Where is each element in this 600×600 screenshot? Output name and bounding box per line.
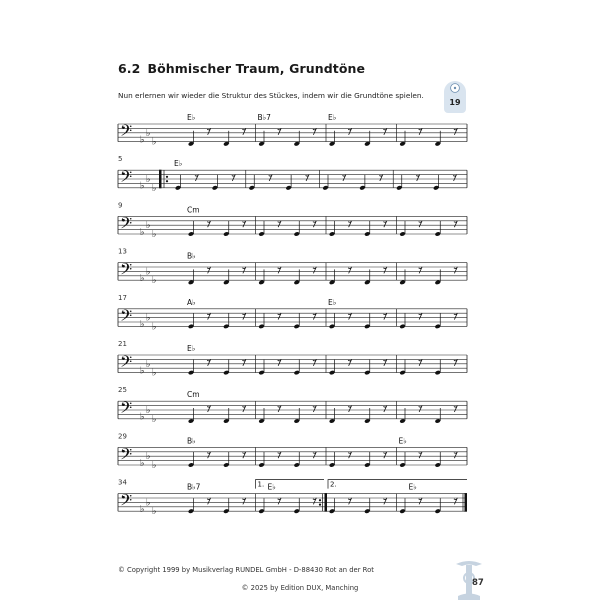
eighth-rest-icon bbox=[242, 128, 246, 135]
eighth-rest-icon bbox=[278, 267, 282, 274]
eighth-rest-icon bbox=[383, 221, 387, 228]
measure-number: 13 bbox=[118, 247, 127, 256]
eighth-rest-icon bbox=[207, 498, 211, 505]
eighth-rest-icon bbox=[269, 174, 273, 181]
eighth-rest-icon bbox=[383, 359, 387, 366]
chord-symbol: E♭ bbox=[187, 344, 196, 353]
eighth-rest-icon bbox=[348, 267, 352, 274]
flat-icon: ♭ bbox=[146, 497, 151, 509]
flat-icon: ♭ bbox=[146, 127, 151, 139]
chord-symbol: E♭ bbox=[187, 113, 196, 122]
eighth-rest-icon bbox=[454, 452, 458, 459]
measure-number: 25 bbox=[118, 386, 127, 395]
eighth-rest-icon bbox=[419, 452, 423, 459]
eighth-rest-icon bbox=[383, 267, 387, 274]
flat-icon: ♭ bbox=[152, 506, 157, 518]
chord-symbol: A♭ bbox=[187, 297, 196, 307]
eighth-rest-icon bbox=[278, 359, 282, 366]
measure-number: 5 bbox=[118, 155, 123, 164]
staff-system bbox=[118, 294, 467, 333]
flat-icon: ♭ bbox=[140, 273, 145, 284]
flat-icon: ♭ bbox=[152, 413, 157, 425]
eighth-rest-icon bbox=[348, 128, 352, 135]
eighth-rest-icon bbox=[207, 313, 211, 320]
bass-clef-icon: 𝄢 bbox=[120, 260, 133, 283]
eighth-rest-icon bbox=[454, 313, 458, 320]
eighth-rest-icon bbox=[195, 174, 199, 181]
eighth-rest-icon bbox=[278, 128, 282, 135]
eighth-rest-icon bbox=[453, 174, 457, 181]
flat-icon: ♭ bbox=[152, 136, 157, 148]
chord-symbol: E♭ bbox=[398, 436, 407, 446]
flat-icon: ♭ bbox=[146, 174, 151, 185]
eighth-rest-icon bbox=[242, 498, 246, 505]
eighth-rest-icon bbox=[207, 221, 211, 228]
staff-system bbox=[118, 479, 467, 518]
eighth-rest-icon bbox=[419, 267, 423, 274]
flat-icon: ♭ bbox=[140, 411, 145, 423]
chord-symbol: B♭7 bbox=[187, 482, 201, 492]
section-title: Böhmischer Traum, Grundtöne bbox=[147, 61, 366, 76]
repeat-dot bbox=[319, 504, 321, 506]
flat-icon: ♭ bbox=[140, 180, 145, 192]
eighth-rest-icon bbox=[232, 174, 236, 181]
measure-number: 9 bbox=[118, 201, 123, 210]
eighth-rest-icon bbox=[313, 359, 317, 366]
track-number: 19 bbox=[449, 98, 461, 107]
chord-symbol: Cm bbox=[187, 205, 200, 215]
eighth-rest-icon bbox=[454, 267, 458, 274]
eighth-rest-icon bbox=[416, 174, 420, 181]
eighth-rest-icon bbox=[454, 221, 458, 228]
flat-icon: ♭ bbox=[140, 504, 145, 515]
flat-icon: ♭ bbox=[146, 451, 151, 463]
measure-number: 34 bbox=[118, 478, 127, 487]
flat-icon: ♭ bbox=[152, 275, 157, 287]
eighth-rest-icon bbox=[313, 452, 317, 459]
repeat-dot bbox=[319, 499, 321, 501]
eighth-rest-icon bbox=[278, 313, 282, 320]
eighth-rest-icon bbox=[419, 498, 423, 505]
eighth-rest-icon bbox=[383, 452, 387, 459]
eighth-rest-icon bbox=[313, 405, 317, 412]
staff-system bbox=[118, 340, 467, 379]
flat-icon: ♭ bbox=[140, 226, 145, 238]
chord-symbol: B♭ bbox=[187, 251, 196, 261]
eighth-rest-icon bbox=[207, 267, 211, 274]
staff-system bbox=[118, 432, 467, 471]
flat-icon: ♭ bbox=[146, 266, 151, 278]
flat-icon: ♭ bbox=[152, 367, 157, 379]
eighth-rest-icon bbox=[207, 405, 211, 412]
eighth-rest-icon bbox=[207, 359, 211, 366]
eighth-rest-icon bbox=[242, 313, 246, 320]
eighth-rest-icon bbox=[454, 405, 458, 412]
volta-label: 1. bbox=[257, 480, 265, 489]
chord-symbol: E♭ bbox=[174, 159, 183, 169]
measure-number: 29 bbox=[118, 432, 127, 441]
flat-icon: ♭ bbox=[140, 457, 145, 469]
eighth-rest-icon bbox=[242, 359, 246, 366]
flat-icon: ♭ bbox=[140, 134, 145, 146]
eighth-rest-icon bbox=[419, 313, 423, 320]
flat-icon: ♭ bbox=[140, 319, 145, 331]
eighth-rest-icon bbox=[383, 498, 387, 505]
page-number: 87 bbox=[472, 578, 484, 588]
measure-number: 17 bbox=[118, 293, 127, 302]
flat-icon: ♭ bbox=[146, 405, 151, 416]
publisher-notice: © 2025 by Edition DUX, Manching bbox=[241, 584, 359, 592]
eighth-rest-icon bbox=[342, 174, 346, 181]
repeat-dot bbox=[166, 180, 168, 182]
eighth-rest-icon bbox=[454, 498, 458, 505]
eighth-rest-icon bbox=[419, 405, 423, 412]
eighth-rest-icon bbox=[348, 452, 352, 459]
eighth-rest-icon bbox=[207, 452, 211, 459]
staff-system bbox=[118, 113, 467, 148]
eighth-rest-icon bbox=[313, 267, 317, 274]
bass-clef-icon: 𝄢 bbox=[120, 353, 133, 375]
copyright-notice: © Copyright 1999 by Musikverlag RUNDEL GmbH - D-88430 Rot an der Rot bbox=[118, 566, 374, 574]
eighth-rest-icon bbox=[242, 405, 246, 412]
eighth-rest-icon bbox=[419, 359, 423, 366]
flat-icon: ♭ bbox=[152, 460, 157, 471]
volta-bracket bbox=[328, 480, 467, 489]
flat-icon: ♭ bbox=[140, 365, 145, 377]
chord-symbol: Cm bbox=[187, 390, 200, 400]
eighth-rest-icon bbox=[278, 221, 282, 228]
eighth-rest-icon bbox=[313, 313, 317, 320]
eighth-rest-icon bbox=[348, 405, 352, 412]
repeat-dot bbox=[166, 176, 168, 178]
eighth-rest-icon bbox=[242, 267, 246, 274]
flat-icon: ♭ bbox=[146, 312, 151, 324]
flat-icon: ♭ bbox=[152, 229, 157, 240]
eighth-rest-icon bbox=[242, 452, 246, 459]
bass-clef-icon: 𝄢 bbox=[120, 445, 133, 468]
eighth-rest-icon bbox=[454, 128, 458, 135]
eighth-rest-icon bbox=[348, 359, 352, 366]
staff-system bbox=[118, 248, 467, 287]
eighth-rest-icon bbox=[348, 313, 352, 320]
chord-symbol: B♭7 bbox=[257, 113, 271, 122]
chord-symbol: E♭ bbox=[408, 482, 417, 492]
repeat-thick-barline bbox=[159, 170, 162, 189]
flat-icon: ♭ bbox=[152, 321, 157, 333]
eighth-rest-icon bbox=[242, 221, 246, 228]
chord-symbol: E♭ bbox=[328, 297, 337, 307]
eighth-rest-icon bbox=[348, 498, 352, 505]
eighth-rest-icon bbox=[383, 405, 387, 412]
bass-clef-icon: 𝄢 bbox=[120, 214, 133, 237]
flat-icon: ♭ bbox=[152, 182, 157, 194]
eighth-rest-icon bbox=[348, 221, 352, 228]
eighth-rest-icon bbox=[313, 128, 317, 135]
staff-system bbox=[118, 386, 467, 425]
eighth-rest-icon bbox=[306, 174, 310, 181]
eighth-rest-icon bbox=[383, 128, 387, 135]
repeat-thick-barline bbox=[325, 493, 328, 512]
eighth-rest-icon bbox=[419, 128, 423, 135]
chord-symbol: B♭ bbox=[187, 436, 196, 446]
eighth-rest-icon bbox=[278, 405, 282, 412]
eighth-rest-icon bbox=[379, 174, 383, 181]
eighth-rest-icon bbox=[313, 221, 317, 228]
staff-system bbox=[118, 155, 467, 194]
eighth-rest-icon bbox=[278, 498, 282, 505]
measure-number: 21 bbox=[118, 340, 127, 348]
eighth-rest-icon bbox=[419, 221, 423, 228]
eighth-rest-icon bbox=[383, 313, 387, 320]
staff-system bbox=[118, 201, 467, 240]
chord-symbol: E♭ bbox=[267, 482, 276, 492]
bass-clef-icon: 𝄢 bbox=[120, 168, 133, 191]
eighth-rest-icon bbox=[207, 128, 211, 135]
flat-icon: ♭ bbox=[146, 358, 151, 370]
flat-icon: ♭ bbox=[146, 220, 151, 232]
eighth-rest-icon bbox=[278, 452, 282, 459]
final-thick-barline bbox=[465, 493, 468, 512]
chord-symbol: E♭ bbox=[328, 113, 337, 122]
intro-text: Nun erlernen wir wieder die Struktur des Stückes, indem wir die Grundtöne spielen. bbox=[118, 91, 424, 100]
eighth-rest-icon bbox=[313, 498, 317, 505]
volta-label: 2. bbox=[330, 480, 337, 489]
bass-clef-icon: 𝄢 bbox=[120, 399, 133, 422]
bass-clef-icon: 𝄢 bbox=[120, 491, 133, 514]
eighth-rest-icon bbox=[454, 359, 458, 366]
volta-bracket bbox=[256, 480, 325, 489]
bass-clef-icon: 𝄢 bbox=[120, 306, 133, 329]
section-number: 6.2 bbox=[118, 61, 141, 76]
bass-clef-icon: 𝄢 bbox=[120, 122, 133, 144]
